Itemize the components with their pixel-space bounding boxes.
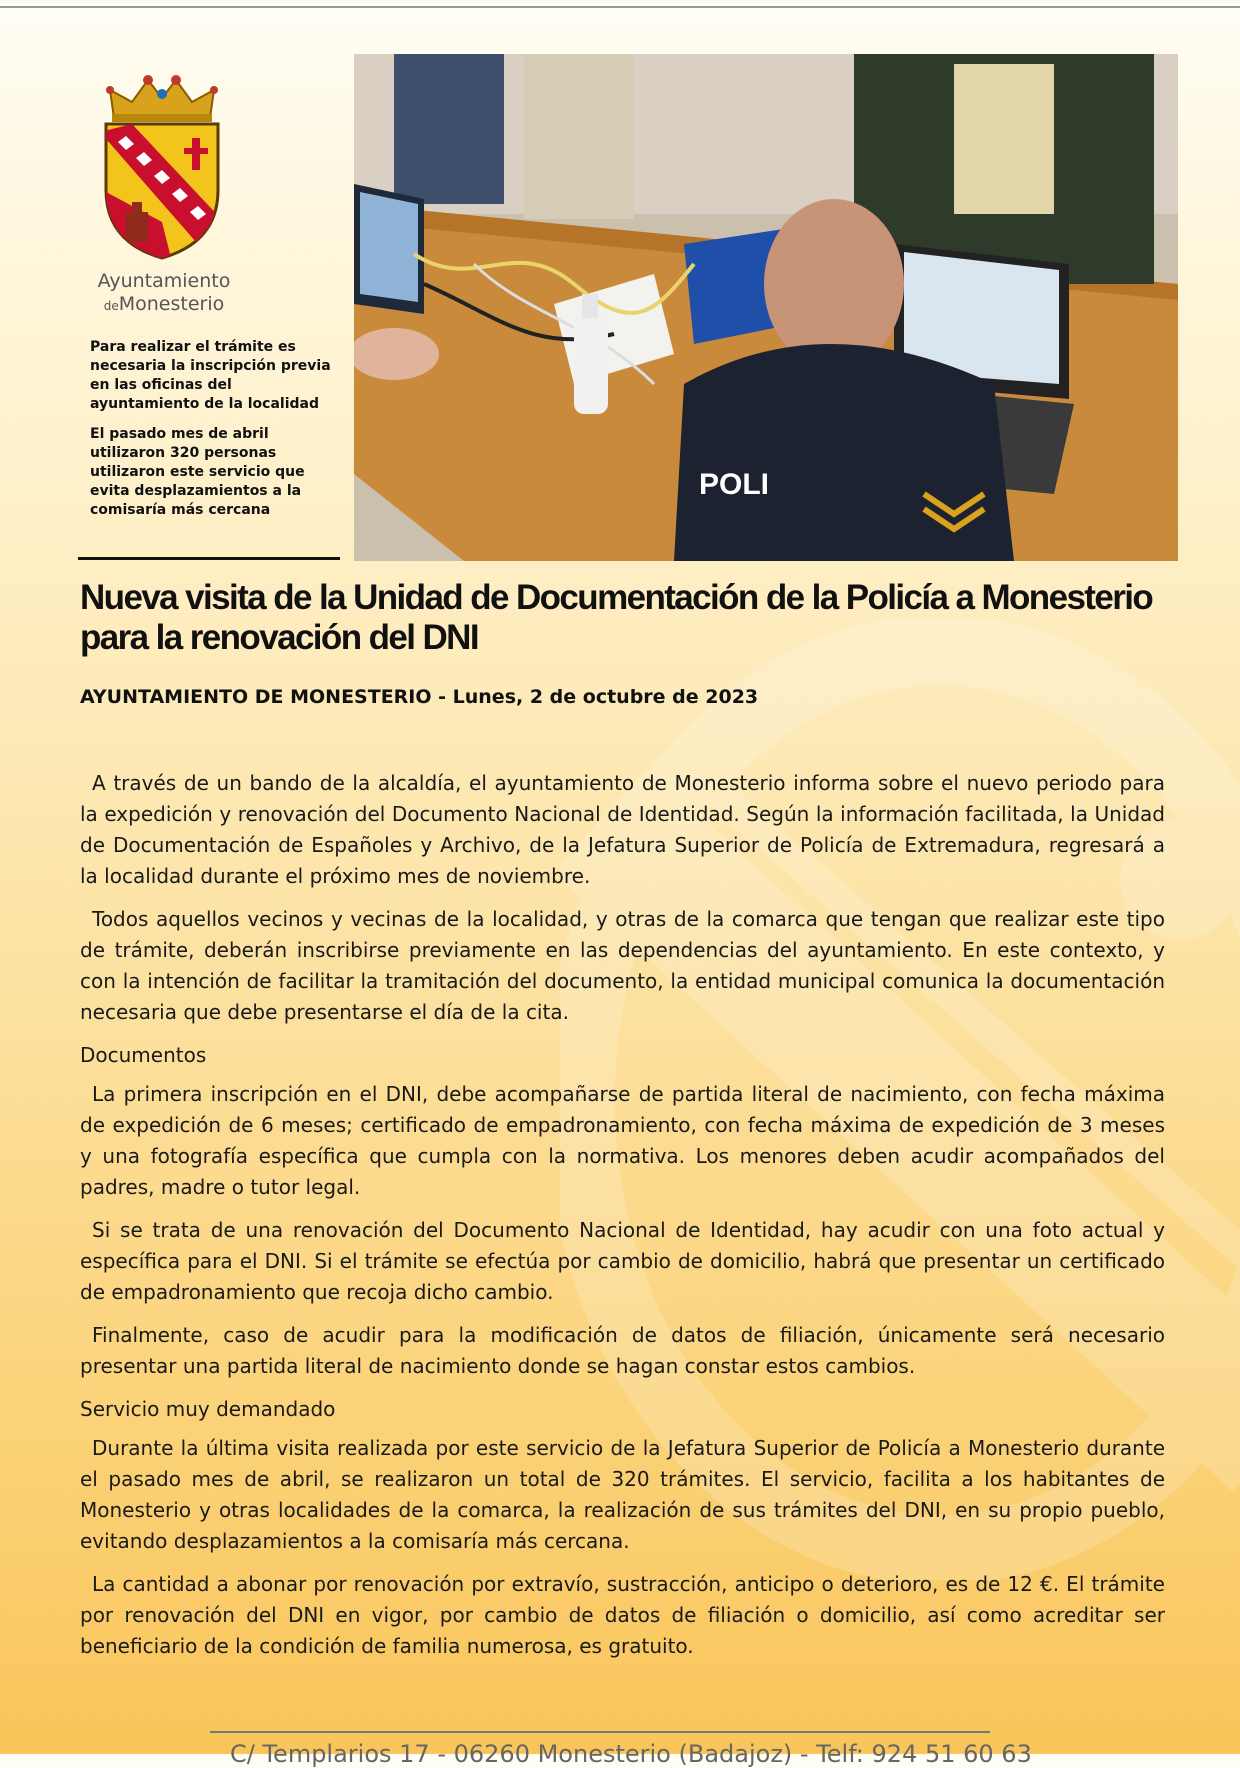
section-heading-documentos: Documentos [80,1043,207,1067]
top-rule [0,6,1240,8]
logo-wordmark [84,270,244,318]
article-byline [80,686,1170,708]
sidebar-paragraph-2: El pasado mes de abril utilizaron 320 personas utilizaron este servicio que evita desplazamientos a la comisaría más cercana [90,426,305,518]
footer-rule [210,1731,990,1733]
coat-of-arms-logo [92,72,232,262]
photo-illustration [354,54,1178,561]
article-paragraph-1: A través de un bando de la alcaldía, el ayuntamiento de Monesterio informa sobre el nuevo periodo para la expedición y renovación del Documento Nacional de Identidad. Según la información facilitada, la Unidad de Documentación de Españoles y Archivo, de la Jefatura Superior de Policía de Extremadura, regresará a la localidad durante el próximo mes de noviembre. [80,771,1165,888]
article-title: Nueva visita de la Unidad de Documentación de la Policía a Monesterio para la renovación del DNI [80,578,1153,657]
byline-source: AYUNTAMIENTO DE MONESTERIO [80,686,432,708]
section-heading-servicio: Servicio muy demandado [80,1397,336,1421]
article-body [80,768,1165,1674]
logo-line1: Ayuntamiento [97,270,231,292]
sidebar-rule [78,557,340,560]
byline-date: - Lunes, 2 de octubre de 2023 [431,686,759,708]
article-paragraph-2: Todos aquellos vecinos y vecinas de la localidad, y otras de la comarca que tengan que realizar este tipo de trámite, deberán inscribirse previamente en las dependencias del ayuntamiento. En este contexto, y con la intención de facilitar la tramitación del documento, la entidad municipal comunica la documentación necesaria que debe presentarse el día de la cita. [80,907,1165,1024]
logo-line2-name: Monesterio [118,293,225,315]
sidebar-highlights [90,338,340,531]
article-paragraph-3: La primera inscripción en el DNI, debe acompañarse de partida literal de nacimiento, con fecha máxima de expedición de 6 meses; certificado de empadronamiento, con fecha máxima de expedición de 3 meses y una fotografía específica que cumpla con la normativa. Los menores deben acudir acompañados del padres, madre o tutor legal. [80,1082,1165,1199]
logo-line2 [84,293,244,318]
article-paragraph-4: Si se trata de una renovación del Documento Nacional de Identidad, hay acudir con una foto actual y específica para el DNI. Si el trámite se efectúa por cambio de domicilio, habrá que presentar un certificado de empadronamiento que recoja dicho cambio. [80,1218,1165,1304]
article-photo [354,54,1178,561]
article-paragraph-5: Finalmente, caso de acudir para la modificación de datos de filiación, únicamente será necesario presentar una partida literal de nacimiento donde se hagan constar estos cambios. [80,1323,1165,1378]
article-paragraph-7: La cantidad a abonar por renovación por extravío, sustracción, anticipo o deterioro, es de 12 €. El trámite por renovación del DNI en vigor, por cambio de datos de filiación o domicilio, así como acreditar ser beneficiario de la condición de familia numerosa, es gratuito. [80,1572,1165,1658]
article-paragraph-6: Durante la última visita realizada por este servicio de la Jefatura Superior de Policía a Monesterio durante el pasado mes de abril, se realizaron un total de 320 trámites. El servicio, facilita a los habitantes de Monesterio y otras localidades de la comarca, la realización de sus trámites del DNI, en su propio pueblo, evitando desplazamientos a la comisaría más cercana. [80,1436,1165,1553]
vest-label: POLI [699,468,770,501]
logo-line2-prefix: de [103,299,119,313]
footer-address: C/ Templarios 17 - 06260 Monesterio (Badajoz) - Telf: 924 51 60 63 [230,1740,1032,1768]
sidebar-paragraph-1: Para realizar el trámite es necesaria la inscripción previa en las oficinas del ayuntamiento de la localidad [90,339,331,412]
